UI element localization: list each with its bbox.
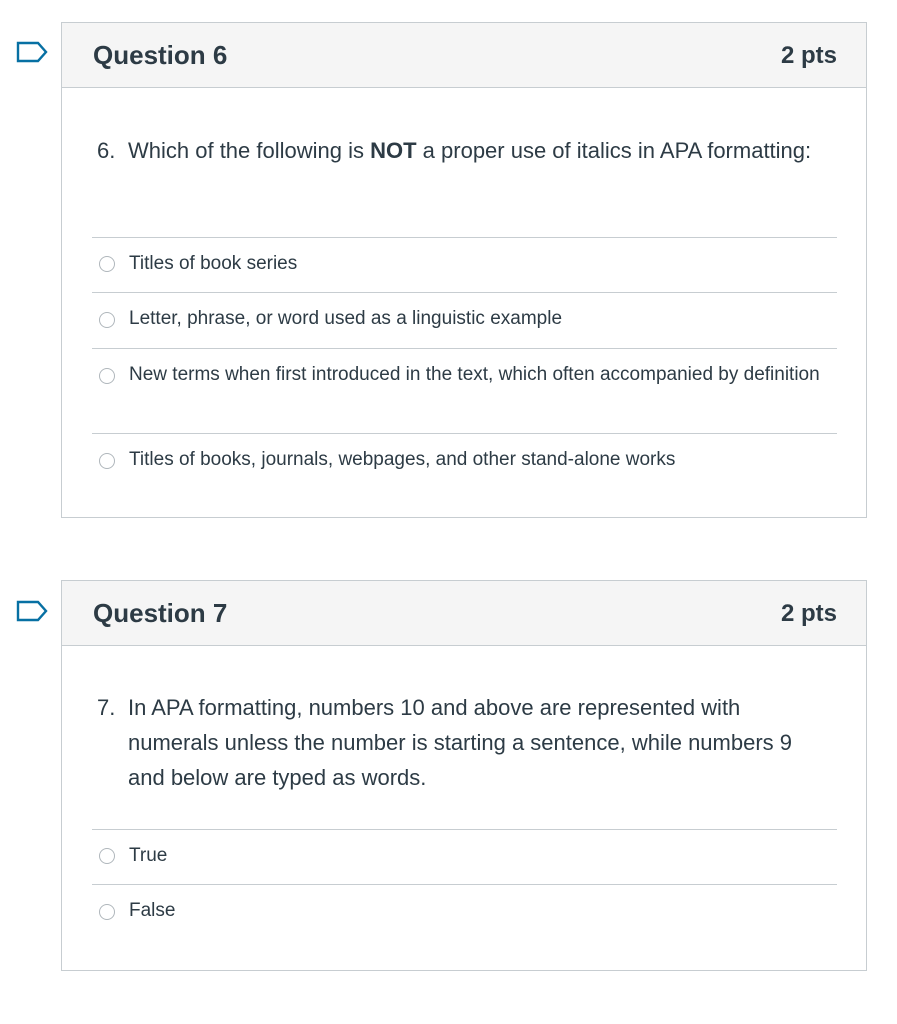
question-text-body: In APA formatting, numbers 10 and above are represented with numerals unless the number is starting a sentence, while numbers 9 and below are typed as words. <box>128 695 793 790</box>
question-text-emphasis: NOT <box>370 138 417 163</box>
radio-button[interactable] <box>99 848 115 864</box>
question-points: 2 pts <box>780 600 837 627</box>
answer-option[interactable] <box>92 829 837 884</box>
radio-button[interactable] <box>99 312 115 328</box>
question-7 <box>61 580 867 971</box>
answer-label[interactable]: New terms when first introduced in the text, which often accompanied by definition <box>129 364 820 385</box>
answer-label[interactable]: Titles of books, journals, webpages, and other stand-alone works <box>129 449 676 470</box>
radio-button[interactable] <box>99 453 115 469</box>
question-header <box>62 23 866 88</box>
question-number: 6. <box>97 138 116 163</box>
answer-label[interactable]: Titles of book series <box>129 253 298 274</box>
answer-list <box>92 829 837 939</box>
question-text <box>97 133 826 168</box>
answer-label[interactable]: Letter, phrase, or word used as a linguistic example <box>129 308 563 329</box>
radio-button[interactable] <box>99 368 115 384</box>
radio-button[interactable] <box>99 904 115 920</box>
flag-question-icon[interactable] <box>16 600 48 622</box>
radio-button[interactable] <box>99 256 115 272</box>
question-text-part: a proper use of italics in APA formatting: <box>416 138 812 163</box>
question-number: 7. <box>97 695 116 720</box>
question-text-part: Which of the following is <box>128 138 371 163</box>
flag-question-icon[interactable] <box>16 41 48 63</box>
answer-option[interactable] <box>92 433 837 488</box>
question-title: Question 7 <box>93 598 228 628</box>
answer-option[interactable] <box>92 348 837 433</box>
answer-list <box>92 237 837 488</box>
question-points: 2 pts <box>780 42 837 69</box>
answer-option[interactable] <box>92 884 837 939</box>
answer-option[interactable] <box>92 292 837 348</box>
question-6 <box>61 22 867 518</box>
question-text <box>97 690 826 795</box>
question-title: Question 6 <box>93 40 228 70</box>
answer-label[interactable]: False <box>129 900 176 921</box>
answer-option[interactable] <box>92 237 837 292</box>
answer-label[interactable]: True <box>129 845 168 866</box>
question-header <box>62 581 866 646</box>
